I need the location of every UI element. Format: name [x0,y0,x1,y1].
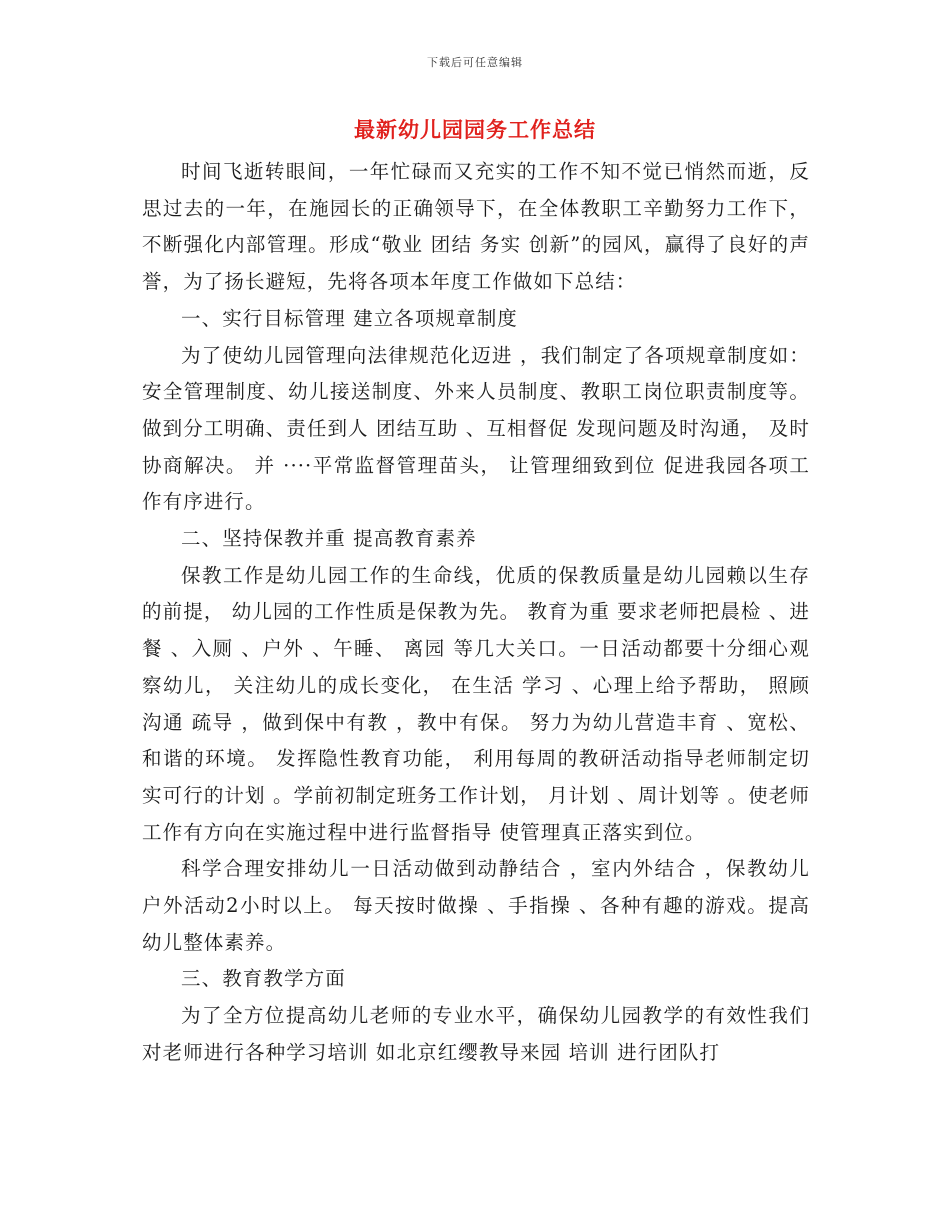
section-heading-1: 一、实行目标管理 建立各项规章制度 [181,306,518,330]
paragraph-section-3: 为了全方位提高幼儿老师的专业水平，确保幼儿园教学的有效性我们对老师进行各种学习培训 如北京红缨教导来园 培训 进行团队打 [142,1004,810,1064]
paragraph-section-2: 保教工作是幼儿园工作的生命线，优质的保教质量是幼儿园赖以生存的前提， 幼儿园的工作性质是保教为先。 教育为重 要求老师把晨检 、进餐 、入厕 、户外 、午睡、 离园 等几大关口。一日活动都要十分细心观察幼儿， 关注幼儿的成长变化， 在生活 学习 、心理上给予帮助， 照顾沟通 疏导 ，做到保中有教 ，教中有保。 努力为幼儿营造丰育 、宽松、和谐的环境。 发挥隐性教育功能， 利用每周的教研活动指导老师制定切实可行的计划 。学前初制定班务工作计划， 月计划 、周计划等 。使老师工作有方向在实施过程中进行监督指导 使管理真正落实到位。 [142,563,810,844]
paragraph-section-1: 为了使幼儿园管理向法律规范化迈进 ，我们制定了各项规章制度如：安全管理制度、幼儿接送制度、外来人员制度、教职工岗位职责制度等。做到分工明确、责任到人 团结互助 、互相督促 发现问题及时沟通， 及时协商解决。 并 ····平常监督管理苗头， 让管理细致到位 促进我园各项工作有序进行。 [142,343,810,514]
section-heading-3: 三、教育教学方面 [181,967,346,991]
section-heading-2: 二、坚持保教并重 提高教育素养 [181,527,477,551]
paragraph-intro: 时间飞逝转眼间，一年忙碌而又充实的工作不知不觉已悄然而逝，反思过去的一年，在施园长的正确领导下，在全体教职工辛勤努力工作下，不断强化内部管理。形成“敬业 团结 务实 创新”的园风，赢得了良好的声誉，为了扬长避短，先将各项本年度工作做如下总结： [142,160,810,294]
document-title: 最新幼儿园园务工作总结 [354,117,596,142]
document-body [142,154,810,1072]
paragraph-section-2b: 科学合理安排幼儿一日活动做到动静结合 ，室内外结合 ，保教幼儿户外活动2小时以上。 每天按时做操 、手指操 、各种有趣的游戏。提高幼儿整体素养。 [142,857,810,954]
header-note: 下载后可任意编辑 [427,56,523,69]
